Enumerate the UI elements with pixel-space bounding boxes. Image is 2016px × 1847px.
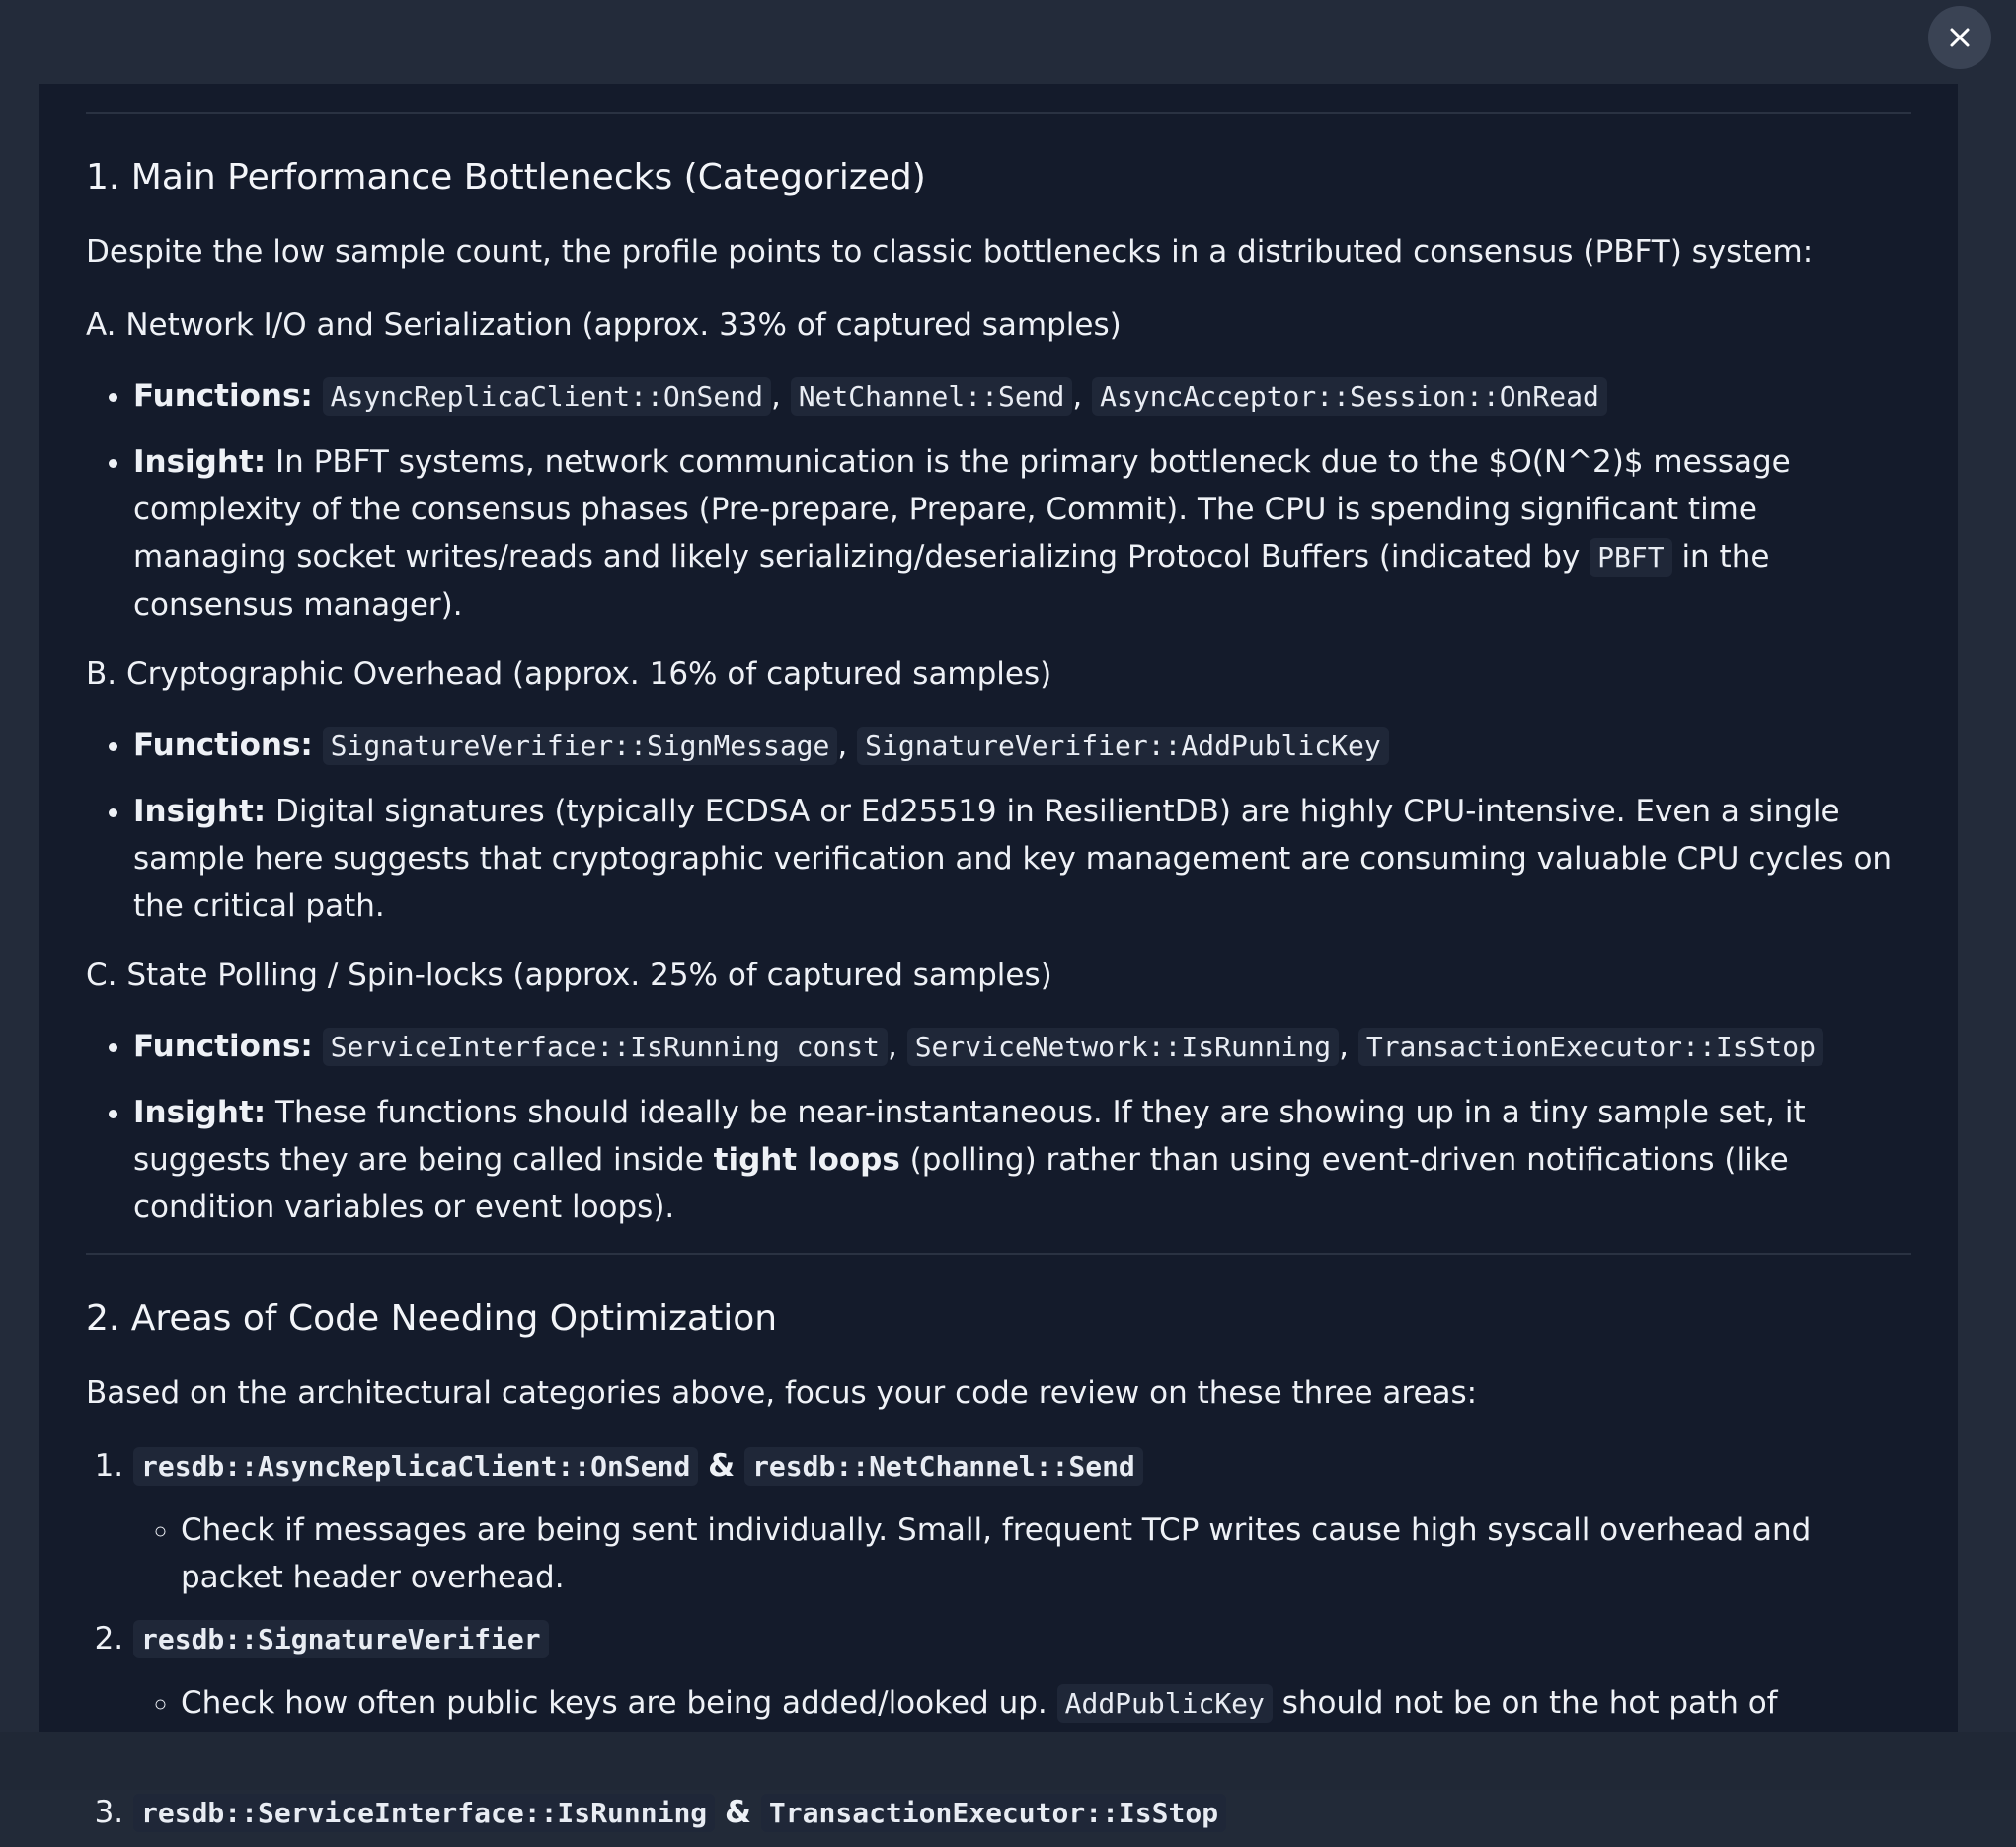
detail-text: should not be on the hot path of bbox=[1281, 1685, 1778, 1721]
insight-emphasis: tight loops bbox=[713, 1142, 900, 1178]
insight-item bbox=[133, 1089, 1911, 1231]
function-code: AsyncAcceptor::Session::OnRead bbox=[1092, 377, 1607, 416]
optimization-detail: ◦ Check if messages are being sent individually. Small, frequent TCP writes cause high syscall overhead and packet header overhead. bbox=[181, 1506, 1911, 1601]
functions-label: Functions: bbox=[133, 1029, 313, 1064]
function-code: AsyncReplicaClient::OnSend bbox=[323, 377, 771, 416]
inline-code: AddPublicKey bbox=[1057, 1684, 1273, 1723]
section-title: 2. Areas of Code Needing Optimization bbox=[86, 1298, 778, 1339]
close-icon bbox=[1948, 26, 1972, 49]
divider bbox=[86, 112, 1911, 114]
detail-text: Check how often public keys are being added/looked up. bbox=[181, 1685, 1057, 1721]
optimization-head bbox=[133, 1448, 1143, 1484]
ampersand: & bbox=[708, 1448, 736, 1484]
insight-text: These functions should ideally be near-instantaneous. If they are showing up in a tiny sample set, it suggests they are being called inside bbox=[133, 1095, 1806, 1178]
analysis-content bbox=[86, 112, 1911, 1847]
divider bbox=[86, 1253, 1911, 1255]
insight-text: in the consensus manager). bbox=[133, 539, 1770, 623]
inline-code: PBFT bbox=[1590, 538, 1671, 577]
optimization-detail-list bbox=[133, 1506, 1911, 1601]
optimization-head bbox=[133, 1795, 1226, 1830]
insight-item bbox=[133, 438, 1911, 629]
function-code: SignatureVerifier::AddPublicKey bbox=[857, 727, 1389, 765]
insight-label: Insight: bbox=[133, 444, 267, 480]
group-heading: C. State Polling / Spin-locks (approx. 25% of captured samples) bbox=[86, 958, 1052, 993]
ampersand: & bbox=[725, 1795, 752, 1830]
function-code: ServiceNetwork::IsRunning bbox=[907, 1028, 1339, 1066]
insight-label: Insight: bbox=[133, 1095, 267, 1130]
section-intro: Despite the low sample count, the profile points to classic bottlenecks in a distributed consensus (PBFT) system: bbox=[86, 234, 1814, 269]
optimization-head bbox=[133, 1621, 549, 1656]
function-code: NetChannel::Send bbox=[791, 377, 1073, 416]
functions-item: • Functions: AsyncReplicaClient::OnSend , NetChannel::Send , AsyncAcceptor::Session::OnRead bbox=[133, 372, 1911, 421]
insight-text: (polling) rather than using event-driven notifications (like condition variables or event loops). bbox=[133, 1142, 1789, 1225]
insight-label: Insight: bbox=[133, 794, 267, 829]
group-bullets bbox=[86, 722, 1911, 930]
functions-item: • Functions: ServiceInterface::IsRunning const , ServiceNetwork::IsRunning , TransactionExecutor::IsStop bbox=[133, 1023, 1911, 1071]
function-code: resdb::ServiceInterface::IsRunning bbox=[133, 1794, 715, 1832]
function-code: ServiceInterface::IsRunning const bbox=[323, 1028, 888, 1066]
functions-label: Functions: bbox=[133, 378, 313, 414]
optimization-item bbox=[133, 1442, 1911, 1601]
group-heading: A. Network I/O and Serialization (approx. 33% of captured samples) bbox=[86, 307, 1122, 343]
group-bullets bbox=[86, 372, 1911, 629]
functions-item: • Functions: SignatureVerifier::SignMessage , SignatureVerifier::AddPublicKey bbox=[133, 722, 1911, 770]
function-code: resdb::AsyncReplicaClient::OnSend bbox=[133, 1447, 698, 1486]
insight-item bbox=[133, 788, 1911, 930]
group-bullets bbox=[86, 1023, 1911, 1231]
function-code: resdb::SignatureVerifier bbox=[133, 1620, 549, 1658]
functions-label: Functions: bbox=[133, 728, 313, 763]
close-button[interactable] bbox=[1928, 6, 1991, 69]
group-heading: B. Cryptographic Overhead (approx. 16% of captured samples) bbox=[86, 656, 1052, 692]
function-code: TransactionExecutor::IsStop bbox=[761, 1794, 1226, 1832]
insight-text: In PBFT systems, network communication is the primary bottleneck due to the $O(N^2)$ message complexity of the consensus phases (Pre-prepare, Prepare, Commit). The CPU is spending significant time managing socket writes/reads and likely serializing/deserializing Protocol Buffers (indicated by bbox=[133, 444, 1791, 575]
function-code: SignatureVerifier::SignMessage bbox=[323, 727, 838, 765]
insight-text: Digital signatures (typically ECDSA or Ed25519 in ResilientDB) are highly CPU-intensive. Even a single sample here suggests that cryptographic verification and key management are consuming valuable CPU cycles on the critical path. bbox=[133, 794, 1893, 924]
analysis-modal bbox=[39, 84, 1958, 1830]
section-intro: Based on the architectural categories above, focus your code review on these three areas: bbox=[86, 1375, 1478, 1411]
function-code: TransactionExecutor::IsStop bbox=[1358, 1028, 1823, 1066]
backdrop-bottom bbox=[0, 1732, 2016, 1790]
function-code: resdb::NetChannel::Send bbox=[744, 1447, 1143, 1486]
optimization-item bbox=[133, 1789, 1911, 1837]
section-title: 1. Main Performance Bottlenecks (Categorized) bbox=[86, 157, 926, 197]
